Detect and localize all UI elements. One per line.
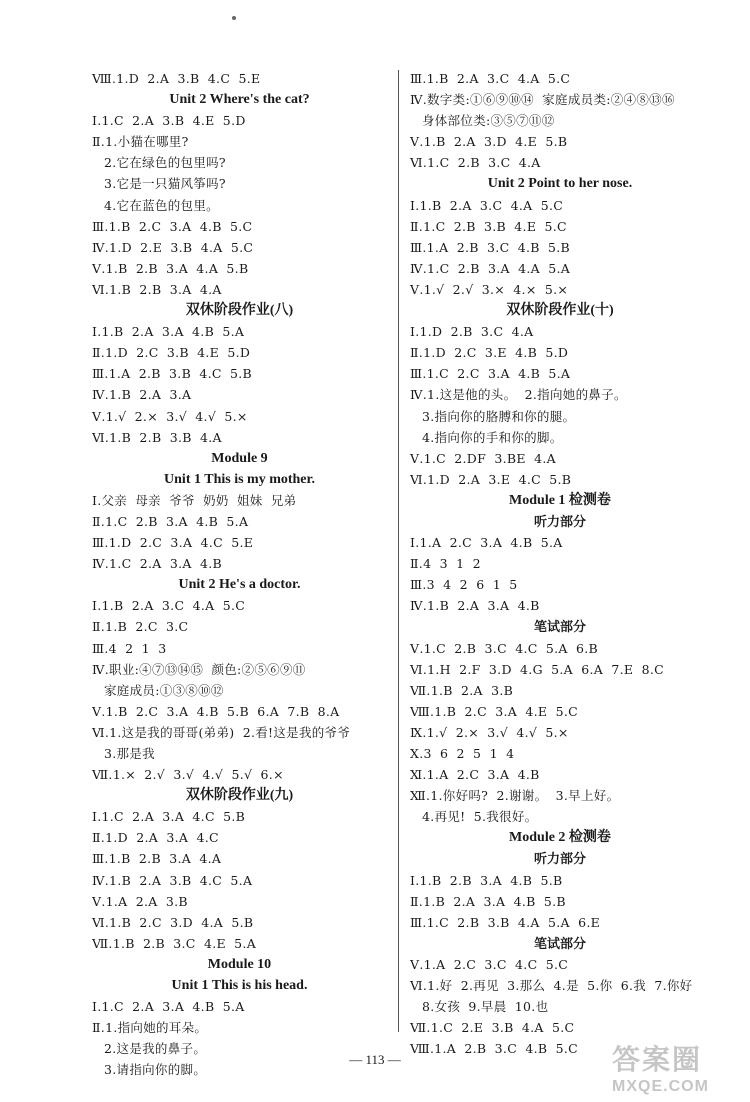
section-heading: Module 10 (207, 956, 272, 972)
answer-line: Ⅳ.1.C 2.A 3.A 4.B (92, 556, 222, 572)
answer-line: Ⅱ.1.B 2.C 3.C (92, 619, 189, 635)
answer-line: 3.那是我 (104, 746, 155, 761)
subsection-heading: 笔试部分 (533, 619, 586, 635)
page-number: — 113 — (349, 1052, 401, 1067)
answer-line: Ⅵ.1.B 2.B 3.B 4.A (92, 429, 222, 445)
answer-line: 家庭成员:①③⑧⑩⑫ (104, 682, 224, 698)
answer-line: Ⅵ.1.B 2.C 3.D 4.A 5.B (92, 914, 254, 930)
answer-line: 2.它在绿色的包里吗? (104, 155, 226, 171)
answer-line: Ⅴ.1.C 2.B 3.C 4.C 5.A 6.B (410, 640, 599, 656)
answer-line: Ⅱ.1.D 2.C 3.E 4.B 5.D (410, 345, 569, 361)
section-heading: Unit 1 This is my mother. (164, 471, 315, 487)
answer-line: Ⅳ.1.B 2.A 3.A 4.B (410, 598, 540, 614)
answer-line: Ⅰ.1.A 2.C 3.A 4.B 5.A (410, 535, 563, 551)
print-speck (232, 16, 236, 20)
column-divider (398, 70, 399, 1032)
answer-line: Ⅵ.1.H 2.F 3.D 4.G 5.A 6.A 7.E 8.C (410, 661, 664, 677)
answer-line: Ⅴ.1.C 2.DF 3.BE 4.A (410, 450, 556, 466)
subsection-heading: 听力部分 (533, 851, 586, 867)
answer-line: 3.指向你的胳膊和你的腿。 (422, 408, 576, 424)
answer-line: Ⅵ.1.D 2.A 3.E 4.C 5.B (410, 471, 572, 487)
answer-line: Ⅴ.1.B 2.B 3.A 4.A 5.B (92, 260, 249, 276)
watermark-logo (612, 1038, 742, 1096)
answer-line: Ⅰ.1.C 2.A 3.A 4.B 5.A (92, 999, 245, 1015)
answer-line: Ⅰ.1.D 2.B 3.C 4.A (410, 324, 534, 340)
right-answer-column (410, 68, 710, 1059)
answer-line: Ⅸ.1.√ 2.× 3.√ 4.√ 5.× (410, 724, 569, 740)
watermark-url: MXQE.COM (612, 1078, 709, 1095)
answer-line: Ⅻ.1.你好吗? 2.谢谢。 3.早上好。 (410, 788, 620, 804)
answer-line: Ⅳ.1.这是他的头。 2.指向她的鼻子。 (410, 387, 627, 403)
answer-line: Ⅳ.1.B 2.A 3.A (92, 387, 192, 403)
answer-line: Ⅲ.1.C 2.B 3.B 4.A 5.A 6.E (410, 914, 601, 930)
answer-line: Ⅷ.1.A 2.B 3.C 4.B 5.C (410, 1041, 579, 1057)
answer-line: Ⅲ.1.A 2.B 3.B 4.C 5.B (92, 366, 253, 382)
answer-line: 身体部位类:③⑤⑦⑪⑫ (422, 113, 555, 129)
section-heading: 双休阶段作业(八) (185, 303, 294, 319)
answer-line: Ⅰ.1.B 2.A 3.C 4.A 5.C (410, 197, 564, 213)
watermark-logo-text: 答案圈 (612, 1044, 703, 1075)
answer-line: Ⅷ.1.D 2.A 3.B 4.C 5.E (92, 71, 261, 86)
answer-line: 4.指向你的手和你的脚。 (422, 429, 563, 445)
answer-line: Ⅴ.1.B 2.C 3.A 4.B 5.B 6.A 7.B 8.A (92, 703, 340, 719)
left-answer-column (92, 68, 387, 1081)
answer-line: Ⅳ.职业:④⑦⑬⑭⑮ 颜色:②⑤⑥⑨⑪ (92, 661, 306, 677)
section-heading: Unit 2 Where's the cat? (169, 92, 310, 108)
answer-line: 4.它在蓝色的包里。 (104, 197, 219, 213)
section-heading: Module 1 检测卷 (509, 492, 611, 508)
answer-line: Ⅰ.1.B 2.A 3.A 4.B 5.A (92, 324, 245, 340)
answer-line: Ⅲ.4 2 1 3 (92, 640, 167, 656)
answer-line: Ⅰ.1.B 2.A 3.C 4.A 5.C (92, 598, 246, 614)
answer-line: Ⅵ.1.C 2.B 3.C 4.A (410, 155, 541, 171)
answer-line: Ⅹ.3 6 2 5 1 4 (410, 746, 515, 761)
answer-line: Ⅰ.1.C 2.A 3.A 4.C 5.B (92, 809, 246, 825)
answer-line: Ⅳ.1.D 2.E 3.B 4.A 5.C (92, 239, 254, 255)
answer-line: Ⅳ.1.C 2.B 3.A 4.A 5.A (410, 260, 571, 276)
answer-line: Ⅷ.1.B 2.C 3.A 4.E 5.C (410, 703, 578, 719)
answer-line: Ⅲ.1.B 2.A 3.C 4.A 5.C (410, 71, 571, 86)
answer-line: Ⅰ.1.C 2.A 3.B 4.E 5.D (92, 113, 246, 129)
section-heading: Unit 1 This is his head. (171, 978, 308, 994)
answer-line: Ⅱ.1.指向她的耳朵。 (92, 1020, 208, 1036)
answer-line: Ⅲ.1.B 2.C 3.A 4.B 5.C (92, 218, 253, 234)
section-heading: Module 9 (211, 450, 268, 466)
answer-line: Ⅶ.1.B 2.B 3.C 4.E 5.A (92, 935, 257, 951)
answer-line: 8.女孩 9.早晨 10.也 (422, 999, 549, 1015)
section-heading: Unit 2 He's a doctor. (178, 577, 301, 593)
answer-line: 3.请指向你的脚。 (104, 1062, 207, 1078)
section-heading: 双休阶段作业(十) (506, 303, 614, 319)
answer-line: Ⅺ.1.A 2.C 3.A 4.B (410, 767, 540, 783)
answer-line: Ⅰ.父亲 母亲 爷爷 奶奶 姐妹 兄弟 (92, 492, 297, 508)
answer-line: Ⅴ.1.B 2.A 3.D 4.E 5.B (410, 134, 568, 150)
answer-line: Ⅴ.1.√ 2.√ 3.× 4.× 5.× (410, 281, 569, 297)
answer-line: Ⅲ.1.C 2.C 3.A 4.B 5.A (410, 366, 571, 382)
answer-line: Ⅲ.1.A 2.B 3.C 4.B 5.B (410, 239, 571, 255)
answer-line: Ⅰ.1.B 2.B 3.A 4.B 5.B (410, 872, 563, 888)
answer-line: Ⅶ.1.C 2.E 3.B 4.A 5.C (410, 1020, 575, 1036)
answer-line: Ⅳ.1.B 2.A 3.B 4.C 5.A (92, 872, 253, 888)
section-heading: Unit 2 Point to her nose. (487, 176, 633, 192)
answer-line: Ⅵ.1.这是我的哥哥(弟弟) 2.看!这是我的爷爷 (92, 724, 351, 740)
answer-line: Ⅲ.3 4 2 6 1 5 (410, 577, 518, 593)
subsection-heading: 听力部分 (533, 513, 586, 529)
subsection-heading: 笔试部分 (533, 935, 586, 951)
answer-line: Ⅲ.1.B 2.B 3.A 4.A (92, 851, 222, 867)
answer-line: Ⅵ.1.好 2.再见 3.那么 4.是 5.你 6.我 7.你好 (410, 978, 693, 994)
answer-line: Ⅳ.数字类:①⑥⑨⑩⑭ 家庭成员类:②④⑧⑬⑯ (410, 92, 675, 108)
answer-line: Ⅶ.1.× 2.√ 3.√ 4.√ 5.√ 6.× (92, 767, 284, 783)
answer-line: Ⅶ.1.B 2.A 3.B (410, 682, 514, 698)
answer-line: Ⅱ.1.小猫在哪里? (92, 134, 189, 150)
answer-line: Ⅴ.1.A 2.A 3.B (92, 893, 188, 909)
answer-line: Ⅱ.1.C 2.B 3.B 4.E 5.C (410, 218, 567, 234)
answer-line: Ⅱ.4 3 1 2 (410, 556, 481, 572)
answer-line: Ⅲ.1.D 2.C 3.A 4.C 5.E (92, 535, 254, 551)
answer-line: 3.它是一只猫风筝吗? (104, 176, 226, 192)
section-heading: 双休阶段作业(九) (185, 788, 294, 804)
section-heading: Module 2 检测卷 (509, 830, 611, 846)
answer-line: 2.这是我的鼻子。 (104, 1041, 207, 1057)
answer-line: Ⅱ.1.B 2.A 3.A 4.B 5.B (410, 893, 566, 909)
answer-line: Ⅴ.1.A 2.C 3.C 4.C 5.C (410, 956, 569, 972)
answer-line: Ⅱ.1.D 2.A 3.A 4.C (92, 830, 219, 846)
answer-line: Ⅱ.1.D 2.C 3.B 4.E 5.D (92, 345, 251, 361)
answer-line: 4.再见! 5.我很好。 (422, 809, 538, 825)
answer-line: Ⅵ.1.B 2.B 3.A 4.A (92, 281, 222, 297)
answer-line: Ⅴ.1.√ 2.× 3.√ 4.√ 5.× (92, 408, 248, 424)
answer-line: Ⅱ.1.C 2.B 3.A 4.B 5.A (92, 513, 249, 529)
